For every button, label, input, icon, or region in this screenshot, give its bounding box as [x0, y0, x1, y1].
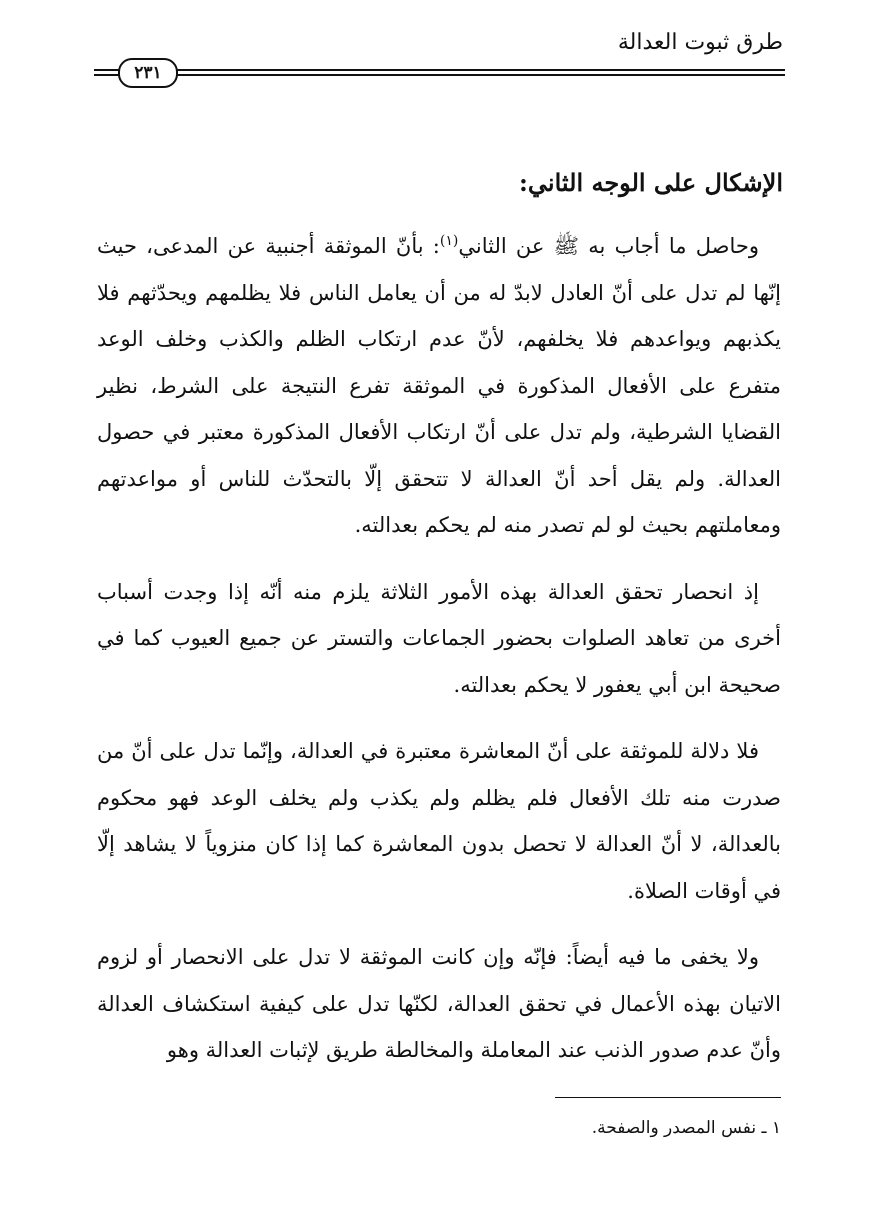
paragraph-3: فلا دلالة للموثقة على أنّ المعاشرة معتبرة في العدالة، وإنّما تدل على أنّ من صدرت منه تلك الأفعال فلم يظلم ولم يكذب ولم يخلف الوعد فهو محكوم بالعدالة، لا أنّ العدالة لا تحصل بدون المعاشرة كما إذا كان منزوياً لا يشاهد إلّا في أوقات الصلاة. [97, 739, 781, 903]
header-rule-line-top [94, 69, 785, 71]
footnote-rule [555, 1097, 781, 1098]
paragraph-1-start: وحاصل ما أجاب به ﷺ عن الثاني [458, 234, 759, 258]
section-heading: الإشكال على الوجه الثاني: [519, 168, 783, 197]
paragraph-1 [97, 218, 781, 549]
paragraph-1-rest: : بأنّ الموثقة أجنبية عن المدعى، حيث إنّها لم تدل على أنّ العادل لابدّ له من أن يعامل الناس فلا يظلمهم ويحدّثهم فلا يكذبهم ويواعدهم فلا يخلفهم، لأنّ عدم ارتكاب الظلم والكذب وخلف الوعد متفرع على الأفعال المذكورة في الموثقة تفرع النتيجة على الشرط، نظير القضايا الشرطية، ولم تدل على أنّ ارتكاب الأفعال المذكورة معتبر في حصول العدالة. ولم يقل أحد أنّ العدالة لا تتحقق إلّا بالتحدّث للناس أو مواعدتهم ومعاملتهم بحيث لو لم تصدر منه لم يحكم بعدالته. [97, 234, 781, 537]
footnote: ١ ـ نفس المصدر والصفحة. [591, 1118, 781, 1138]
footnote-reference: (١) [439, 233, 459, 249]
header-rule-line-bottom [94, 74, 785, 76]
body-text [97, 218, 781, 1094]
header-rule [94, 66, 785, 80]
running-header-title: طرق ثبوت العدالة [617, 30, 783, 55]
paragraph-4: ولا يخفى ما فيه أيضاً: فإنّه وإن كانت الموثقة لا تدل على الانحصار أو لزوم الاتيان بهذه الأعمال في تحقق العدالة، لكنّها تدل على كيفية استكشاف العدالة وأنّ عدم صدور الذنب عند المعاملة والمخالطة طريق لإثبات العدالة وهو [97, 945, 781, 1062]
page-number: ٢٣١ [118, 58, 178, 88]
paragraph-2: إذ انحصار تحقق العدالة بهذه الأمور الثلاثة يلزم منه أنّه إذا وجدت أسباب أخرى من تعاهد الصلوات بحضور الجماعات والتستر عن جميع العيوب كما في صحيحة ابن أبي يعفور لا يحكم بعدالته. [97, 579, 781, 697]
